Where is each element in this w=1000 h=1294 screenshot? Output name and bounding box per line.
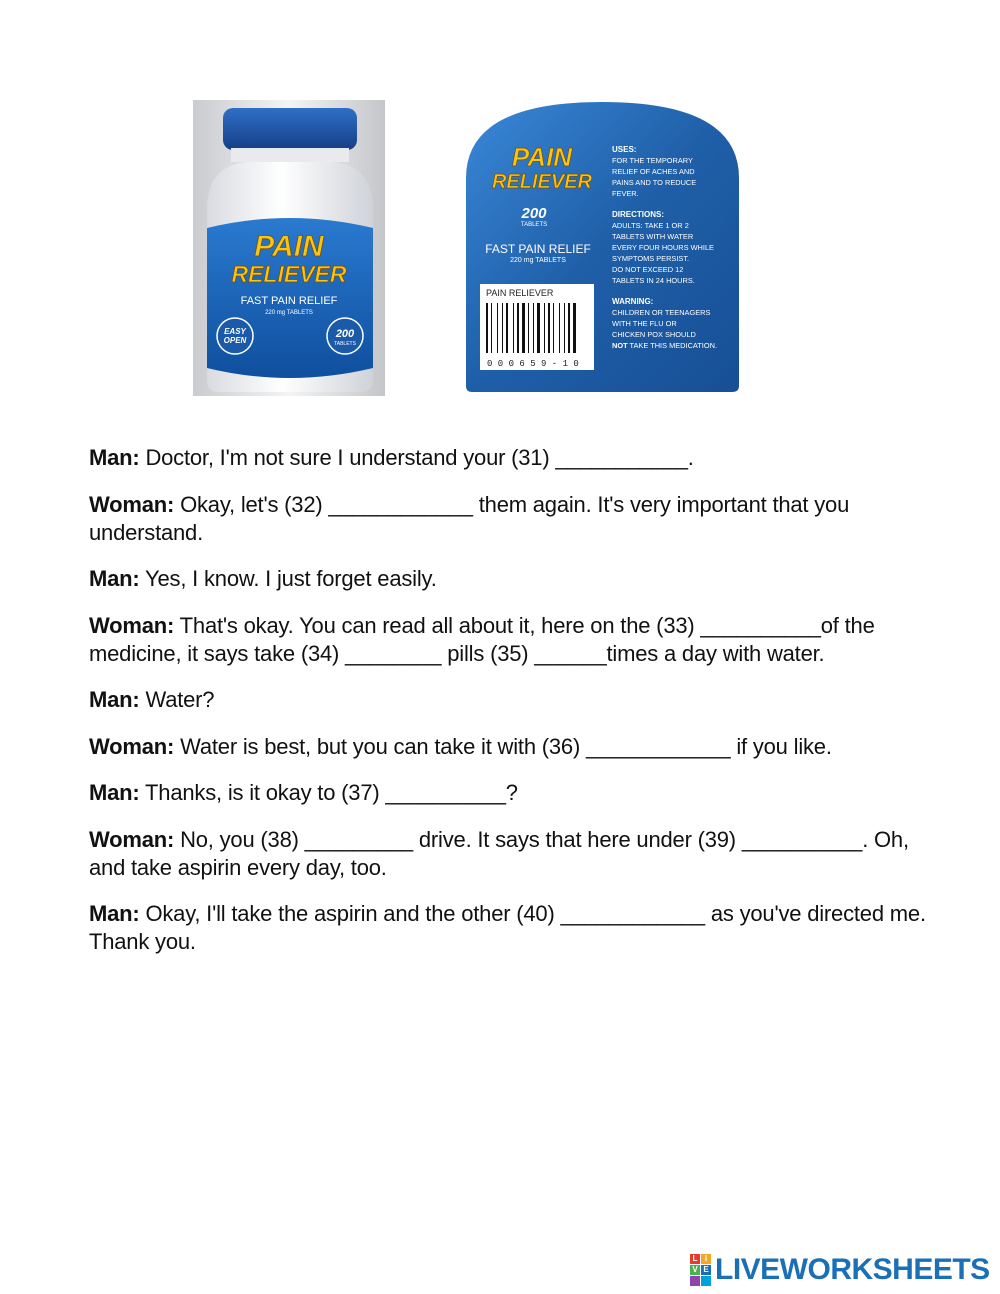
dialogue-text: No, you (38) _________ drive. It says that here under (39) __________. Oh, and take aspirin every day, too. bbox=[89, 826, 909, 880]
logo-tile bbox=[701, 1276, 711, 1286]
directions-line: DO NOT EXCEED 12 bbox=[612, 265, 684, 274]
uses-line: RELIEF OF ACHES AND bbox=[612, 167, 695, 176]
speaker-name: Man: bbox=[89, 566, 140, 591]
barcode-bar bbox=[559, 303, 560, 353]
speaker-name: Woman: bbox=[89, 491, 175, 517]
dialogue-line bbox=[89, 779, 949, 807]
dialogue-text: That's okay. You can read all about it, here on the (33) __________of the medicine, it says take (34) ________ pills (35) ______times a day with water. bbox=[89, 612, 875, 666]
dialogue-text: Okay, I'll take the aspirin and the other (40) ____________ as you've directed me. Thank you. bbox=[89, 901, 926, 954]
bottle-brand-2: RELIEVER bbox=[231, 261, 347, 287]
easy-open-2: OPEN bbox=[223, 336, 247, 345]
uses-line: FEVER. bbox=[612, 189, 639, 198]
dialogue-text: Yes, I know. I just forget easily. bbox=[139, 566, 437, 591]
dialogue-line bbox=[89, 612, 949, 668]
dialogue bbox=[89, 444, 949, 975]
speaker-name: Woman: bbox=[89, 612, 175, 638]
speaker-name: Man: bbox=[89, 901, 140, 926]
pill-bottle-image bbox=[193, 100, 385, 396]
barcode-bar bbox=[573, 303, 576, 353]
uses-line: FOR THE TEMPORARY bbox=[612, 156, 693, 165]
barcode-bar bbox=[537, 303, 540, 353]
speaker-name: Man: bbox=[89, 445, 140, 470]
speaker-name: Woman: bbox=[89, 826, 175, 852]
barcode-bar bbox=[533, 303, 534, 353]
speaker-name: Man: bbox=[89, 780, 140, 805]
logo-tile: I bbox=[701, 1254, 711, 1264]
product-images bbox=[0, 0, 1000, 420]
barcode-bar bbox=[491, 303, 492, 353]
liveworksheets-logo bbox=[690, 1254, 990, 1286]
barcode-bar bbox=[548, 303, 550, 353]
warning-line: CHICKEN POX SHOULD bbox=[612, 330, 696, 339]
label-tagline: FAST PAIN RELIEF bbox=[485, 242, 591, 256]
barcode-number: 0 0 0 6 5 9 - 1 0 bbox=[487, 359, 579, 369]
directions-line: TABLETS WITH WATER bbox=[612, 232, 694, 241]
directions-line: TABLETS IN 24 HOURS. bbox=[612, 276, 695, 285]
label-dose: 220 mg TABLETS bbox=[510, 257, 566, 264]
directions-heading: DIRECTIONS: bbox=[612, 210, 664, 219]
barcode-title: PAIN RELIEVER bbox=[486, 288, 554, 298]
barcode-bar bbox=[497, 303, 498, 353]
dialogue-line bbox=[89, 444, 949, 472]
uses-heading: USES: bbox=[612, 145, 637, 154]
barcode-bar bbox=[553, 303, 554, 353]
label-brand-2: RELIEVER bbox=[491, 171, 593, 193]
bottle-count: 200 bbox=[335, 328, 355, 340]
barcode-bar bbox=[517, 303, 519, 353]
barcode-bar bbox=[564, 303, 565, 353]
dialogue-text: Water? bbox=[139, 687, 215, 712]
dialogue-text: Water is best, but you can take it with (36) ____________ if you like. bbox=[174, 733, 832, 759]
logo-tile bbox=[690, 1276, 700, 1286]
easy-open-1: EASY bbox=[224, 327, 246, 336]
dialogue-text: Doctor, I'm not sure I understand your (31) ___________. bbox=[139, 445, 694, 470]
dialogue-line bbox=[89, 565, 949, 593]
label-count-unit: TABLETS bbox=[520, 222, 548, 228]
barcode-bar bbox=[544, 303, 545, 353]
barcode-bar bbox=[486, 303, 488, 353]
directions-line: ADULTS: TAKE 1 OR 2 bbox=[612, 221, 689, 230]
speaker-name: Man: bbox=[89, 687, 140, 712]
barcode-bar bbox=[522, 303, 525, 353]
dialogue-line bbox=[89, 686, 949, 714]
label-count: 200 bbox=[521, 205, 547, 222]
barcode-bar bbox=[528, 303, 529, 353]
dialogue-line bbox=[89, 733, 949, 761]
warning-line: WITH THE FLU OR bbox=[612, 319, 677, 328]
medicine-label-image bbox=[460, 98, 745, 396]
bottle-brand-1: PAIN bbox=[254, 230, 324, 263]
directions-line: SYMPTOMS PERSIST. bbox=[612, 254, 690, 263]
dialogue-line bbox=[89, 900, 949, 956]
warning-last: TAKE THIS MEDICATION. bbox=[627, 341, 717, 350]
warning-not: NOT bbox=[612, 341, 628, 350]
bottle-dose: 220 mg TABLETS bbox=[265, 310, 313, 316]
logo-tile: V bbox=[690, 1265, 700, 1275]
warning-last-line bbox=[612, 341, 717, 350]
liveworksheets-logo-icon bbox=[690, 1254, 711, 1286]
warning-line: CHILDREN OR TEENAGERS bbox=[612, 308, 711, 317]
dialogue-text: Okay, let's (32) ____________ them again. It's very important that you understand. bbox=[89, 491, 850, 545]
barcode-bar bbox=[513, 303, 514, 353]
logo-tile: E bbox=[701, 1265, 711, 1275]
logo-tile: L bbox=[690, 1254, 700, 1264]
bottle-tagline: FAST PAIN RELIEF bbox=[240, 295, 338, 307]
directions-line: EVERY FOUR HOURS WHILE bbox=[612, 243, 714, 252]
barcode-bar bbox=[502, 303, 503, 353]
uses-line: PAINS AND TO REDUCE bbox=[612, 178, 697, 187]
barcode-bar bbox=[568, 303, 570, 353]
dialogue-text: Thanks, is it okay to (37) __________? bbox=[139, 780, 518, 805]
barcode-bar bbox=[506, 303, 508, 353]
logo-text: LIVEWORKSHEETS bbox=[715, 1253, 990, 1286]
dialogue-line bbox=[89, 491, 949, 547]
dialogue-line bbox=[89, 826, 949, 882]
warning-heading: WARNING: bbox=[612, 297, 654, 306]
label-brand-1: PAIN bbox=[511, 142, 573, 172]
bottle-count-unit: TABLETS bbox=[334, 341, 356, 347]
speaker-name: Woman: bbox=[89, 733, 175, 759]
